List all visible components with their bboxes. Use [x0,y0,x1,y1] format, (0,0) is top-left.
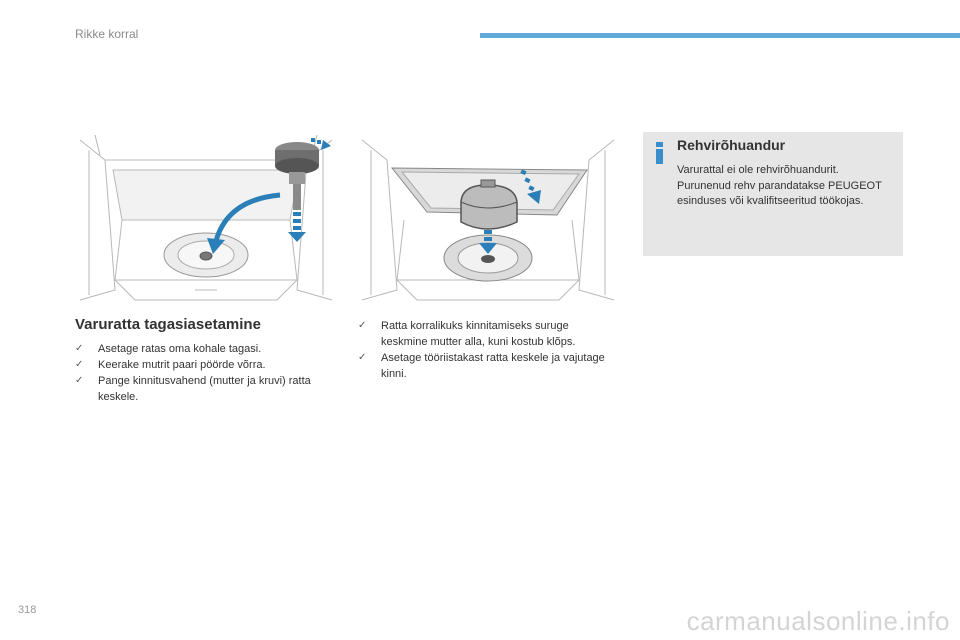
instruction-list-left [75,341,325,405]
checkbox-bullet-icon: ✓ [75,359,84,370]
checkbox-bullet-icon: ✓ [358,320,367,331]
list-item: ✓ Ratta korralikuks kinnitamiseks suruge keskmine mutter alla, kuni kostub klõps. [358,320,576,348]
info-icon [655,142,664,164]
info-box-text: Varurattal ei ole rehvirõhuandurit. Purunenud rehv parandatakse PEUGEOT esinduses või kvalifitseeritud töökojas. [677,164,882,207]
instruction-list-right [358,318,608,382]
spare-wheel-icon [444,235,532,281]
list-item: ✓ Keerake mutrit paari pöörde võrra. [75,359,266,371]
list-item: ✓ Pange kinnitusvahend (mutter ja kruvi) ratta keskele. [75,375,311,403]
header-accent-bar [480,33,960,38]
checkbox-bullet-icon: ✓ [358,352,367,363]
list-item: ✓ Asetage ratas oma kohale tagasi. [75,343,262,355]
list-item: ✓ Asetage tööriistakast ratta keskele ja vajutage kinni. [358,352,605,380]
trunk-icon [75,130,337,305]
illustration-spare-wheel-fastener [75,130,337,305]
page-number: 318 [18,604,37,616]
trunk-icon [357,130,619,305]
section-title: Varuratta tagasiasetamine [75,316,261,333]
info-box [643,132,903,256]
watermark: carmanualsonline.info [686,606,950,636]
page-header-title: Rikke korral [75,27,139,41]
checkbox-bullet-icon: ✓ [75,375,84,386]
illustration-tool-case-placement [357,130,619,305]
spare-wheel-icon [164,233,248,277]
info-box-title: Rehvirõhuandur [677,137,786,153]
checkbox-bullet-icon: ✓ [75,343,84,354]
